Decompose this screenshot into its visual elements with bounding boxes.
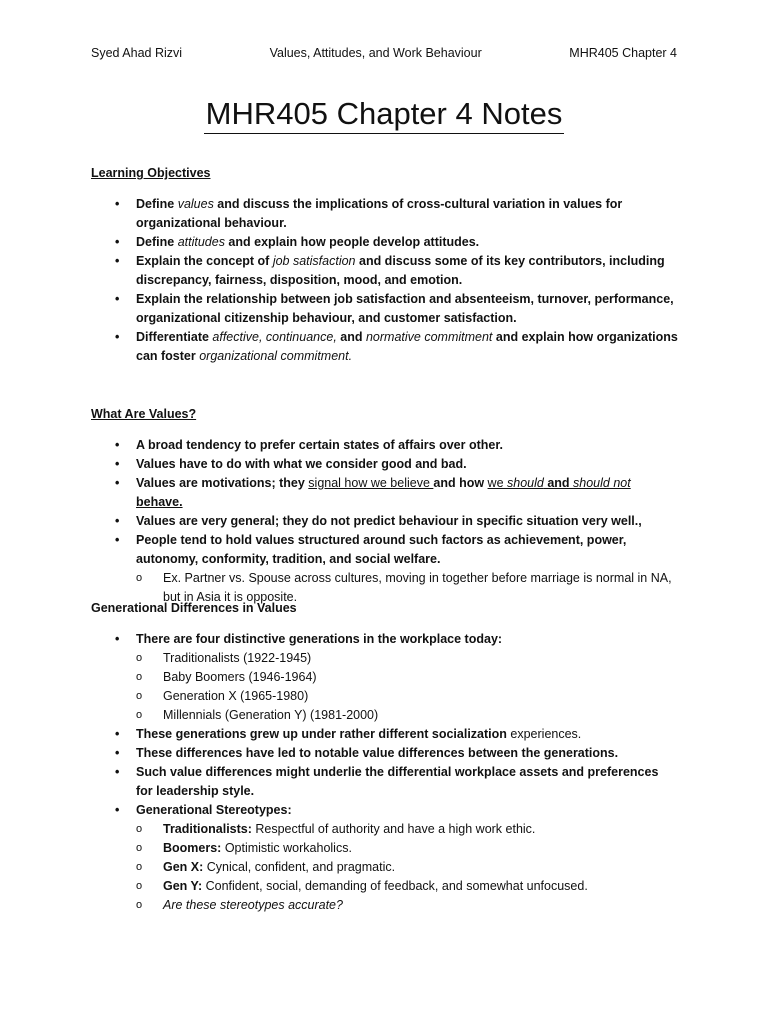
list-item: • Such value differences might underlie the differential workplace assets and preferences for leadership style. bbox=[110, 763, 678, 801]
list-item: o Generation X (1965-1980) bbox=[136, 687, 678, 706]
learning-objectives-list bbox=[110, 195, 678, 366]
list-item: • There are four distinctive generations in the workplace today: o Traditionalists (1922-1945) o Baby Boomers (1946-1964) o Generation X (1965-1980) o Millennials (Generation Y) (1981-2000) bbox=[110, 630, 678, 725]
list-item: • A broad tendency to prefer certain states of affairs over other. bbox=[110, 436, 678, 455]
list-item: • People tend to hold values structured around such factors as achievement, power, autonomy, conformity, tradition, and social welfare. o Ex. Partner vs. Spouse across cultures, moving in together before marriage is normal in NA, but in Asia it is opposite. bbox=[110, 531, 678, 607]
list-item: • Values have to do with what we consider good and bad. bbox=[110, 455, 678, 474]
generational-list bbox=[110, 630, 678, 915]
list-item: • Explain the concept of job satisfaction and discuss some of its key contributors, including discrepancy, fairness, disposition, mood, and emotion. bbox=[110, 252, 678, 290]
page-title bbox=[0, 96, 768, 132]
list-item: • Values are very general; they do not predict behaviour in specific situation very well., bbox=[110, 512, 678, 531]
header-course: MHR405 Chapter 4 bbox=[569, 46, 677, 60]
list-item: o Traditionalists (1922-1945) bbox=[136, 649, 678, 668]
values-list bbox=[110, 436, 678, 607]
page-header bbox=[91, 46, 677, 64]
list-item: o Boomers: Optimistic workaholics. bbox=[136, 839, 678, 858]
list-item: • These differences have led to notable value differences between the generations. bbox=[110, 744, 678, 763]
list-item: • These generations grew up under rather different socialization experiences. bbox=[110, 725, 678, 744]
list-item: o Millennials (Generation Y) (1981-2000) bbox=[136, 706, 678, 725]
generational-heading: Generational Differences in Values bbox=[91, 601, 297, 615]
list-item: o Traditionalists: Respectful of authority and have a high work ethic. bbox=[136, 820, 678, 839]
list-item: • Values are motivations; they signal how we believe and how we should and should not behave. bbox=[110, 474, 678, 512]
list-item: o Are these stereotypes accurate? bbox=[136, 896, 678, 915]
list-item: o Baby Boomers (1946-1964) bbox=[136, 668, 678, 687]
list-item: • Generational Stereotypes: o Traditionalists: Respectful of authority and have a high work ethic. o Boomers: Optimistic workaholics. o Gen X: Cynical, confident, and pragmatic. o Gen Y: Confident, social, demanding of feedback, and somewhat unfocused. o Are these stereotypes accurate? bbox=[110, 801, 678, 915]
stereotypes-sublist bbox=[136, 820, 678, 915]
list-item: • Explain the relationship between job satisfaction and absenteeism, turnover, performance, organizational citizenship behaviour, and customer satisfaction. bbox=[110, 290, 678, 328]
list-item: • Differentiate affective, continuance, and normative commitment and explain how organizations can foster organizational commitment. bbox=[110, 328, 678, 366]
list-item: • Define attitudes and explain how people develop attitudes. bbox=[110, 233, 678, 252]
list-item: o Gen Y: Confident, social, demanding of feedback, and somewhat unfocused. bbox=[136, 877, 678, 896]
list-item: o Ex. Partner vs. Spouse across cultures, moving in together before marriage is normal in NA, but in Asia it is opposite. bbox=[136, 569, 678, 607]
list-item: o Gen X: Cynical, confident, and pragmatic. bbox=[136, 858, 678, 877]
list-item: • Define values and discuss the implications of cross-cultural variation in values for organizational behaviour. bbox=[110, 195, 678, 233]
header-topic: Values, Attitudes, and Work Behaviour bbox=[269, 46, 482, 60]
generations-sublist bbox=[136, 649, 678, 725]
learning-objectives-heading: Learning Objectives bbox=[91, 166, 211, 180]
header-author: Syed Ahad Rizvi bbox=[91, 46, 183, 60]
page-title-text: MHR405 Chapter 4 Notes bbox=[204, 96, 565, 134]
values-heading: What Are Values? bbox=[91, 407, 197, 421]
